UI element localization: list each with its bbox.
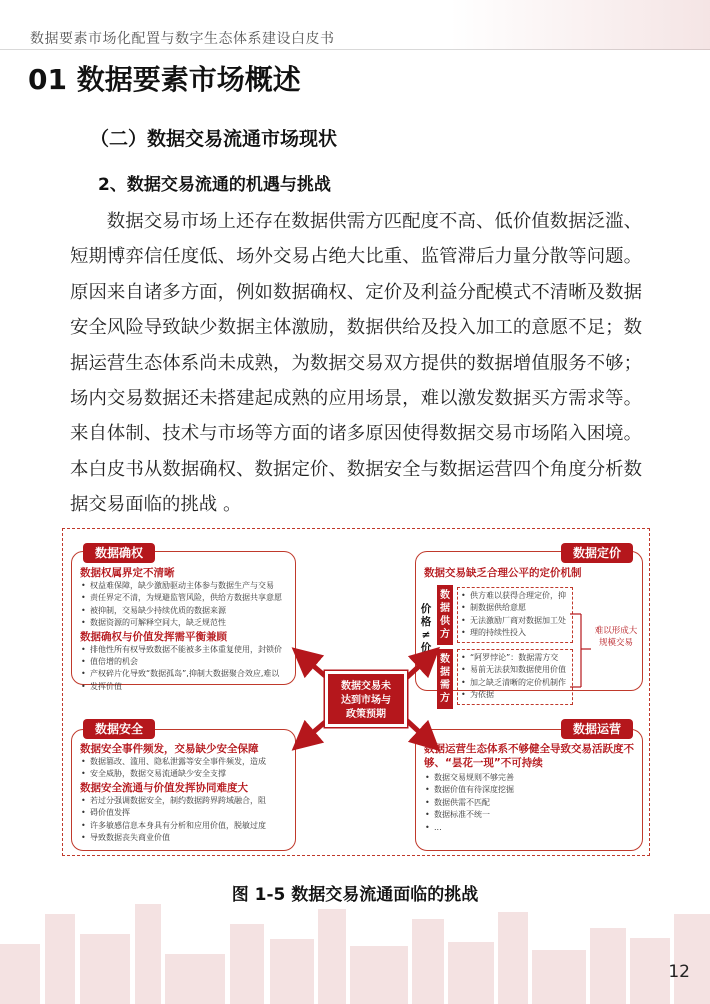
challenges-figure <box>62 528 650 856</box>
list-item: • 数据交易规则不够完善 <box>424 772 634 784</box>
header-title: 数据要素市场化配置与数字生态体系建设白皮书 <box>30 31 335 47</box>
list-item: • 易前无法获知数据使用价值 <box>460 664 570 676</box>
list-item: • 数据价值有待深度挖掘 <box>424 784 634 796</box>
tag-data-operation: 数据运营 <box>561 719 633 739</box>
pricing-heading: 数据交易缺乏合理公平的定价机制 <box>424 567 582 579</box>
list-item: • 被抑制，交易缺少持续优质的数据来源 <box>80 605 287 617</box>
list-item: • 数据供需不匹配 <box>424 797 634 809</box>
list-item: • 无法激励厂商对数据加工处 <box>460 615 570 627</box>
subsection-title: 2、数据交易流通的机遇与挑战 <box>98 175 331 195</box>
security-heading-1: 数据安全事件频发，交易缺少安全保障 <box>80 743 259 755</box>
rights-heading-1: 数据权属界定不清晰 <box>80 567 175 579</box>
center-badge-line1: 数据交易未 <box>341 681 391 692</box>
body-paragraph: 数据交易市场上还存在数据供需方匹配度不高、低价值数据泛滥、短期博弈信任度低、场外交易占绝大比重、监管滞后力量分散等问题。原因来自诸多方面，例如数据确权、定价及利益分配模式不清晰及数据安全风险导致缺少数据主体激励，数据供给及投入加工的意愿不足；数据运营生态体系尚未成熟，为数据交易双方提供的数据增值服务不够；场内交易数据还未搭建起成熟的应用场景，难以激发数据买方需求等。来自体制、技术与市场等方面的诸多原因使得数据交易市场陷入困境。本白皮书从数据确权、数据定价、数据安全与数据运营四个角度分析数据交易面临的挑战 。 <box>70 211 642 516</box>
center-badge-line3: 政策预期 <box>346 709 386 720</box>
center-badge-line2: 达到市场与 <box>341 695 391 706</box>
list-item: • 理的持续性投入 <box>460 627 570 639</box>
demand-label: 数据需方 <box>437 649 453 709</box>
figure-caption: 图 1-5 数据交易流通面临的挑战 <box>231 885 479 905</box>
list-item: • 制数据供给意愿 <box>460 602 570 614</box>
rights-heading-2: 数据确权与价值发挥需平衡兼顾 <box>80 630 227 643</box>
list-item: • 安全威胁，数据交易流通缺少安全支撑 <box>80 768 287 780</box>
list-item: • 产权碎片化导致“数据孤岛”,抑制大数据聚合效应,难以 <box>80 668 287 680</box>
price-label-top: 价格 <box>420 603 432 628</box>
list-item: • 数据标准不统一 <box>424 809 634 821</box>
tag-data-rights: 数据确权 <box>83 543 155 563</box>
list-item: • 值倍增的机会 <box>80 656 287 668</box>
page-number: 12 <box>668 962 690 982</box>
list-item: • 供方难以获得合理定价，抑 <box>460 590 570 602</box>
list-item: • 导致数据丧失商业价值 <box>80 832 287 844</box>
list-item: • 发挥价值 <box>80 681 287 693</box>
list-item: • 数据资源的可解释空间大，缺乏规范性 <box>80 617 287 629</box>
list-item: • 加之缺乏清晰的定价机制作 <box>460 677 570 689</box>
center-badge <box>325 671 407 727</box>
security-heading-2: 数据安全流通与价值发挥协同难度大 <box>80 781 248 794</box>
price-label-bottom: 价值 <box>420 642 432 667</box>
tag-data-security: 数据安全 <box>83 719 155 739</box>
list-item: • 排他性所有权导致数据不能被多主体重复使用，封锁价 <box>80 644 287 656</box>
list-item: • 权益难保障，缺少激励驱动主体参与数据生产与交易 <box>80 580 287 592</box>
list-item: • 碍价值发挥 <box>80 807 287 819</box>
list-item: • ... <box>424 822 634 834</box>
list-item: • 为依据 <box>460 689 570 701</box>
header-accent <box>450 0 710 50</box>
page-header <box>0 0 710 50</box>
section-title: （二）数据交易流通市场现状 <box>90 128 338 150</box>
list-item: • 若过分强调数据安全，制约数据跨界跨域融合，阻 <box>80 795 287 807</box>
tag-data-pricing: 数据定价 <box>561 543 633 563</box>
price-label-neq: ≠ <box>421 629 431 641</box>
list-item: • 数据篡改、滥用、隐私泄露等安全事件频发，造成 <box>80 756 287 768</box>
list-item: • “阿罗悖论”：数据需方交 <box>460 652 570 664</box>
list-item: • 责任界定不清，为规避监管风险，供给方数据共享意愿 <box>80 592 287 604</box>
list-item: • 许多敏感信息本身具有分析和应用价值，脱敏过度 <box>80 820 287 832</box>
pricing-side-note: 难以形成大规模交易 <box>594 626 638 648</box>
operation-heading: 数据运营生态体系不够健全导致交易活跃度不够、“昙花一现”不可持续 <box>424 743 634 769</box>
chapter-title: 01 数据要素市场概述 <box>28 63 301 96</box>
supply-label: 数据供方 <box>437 585 453 645</box>
